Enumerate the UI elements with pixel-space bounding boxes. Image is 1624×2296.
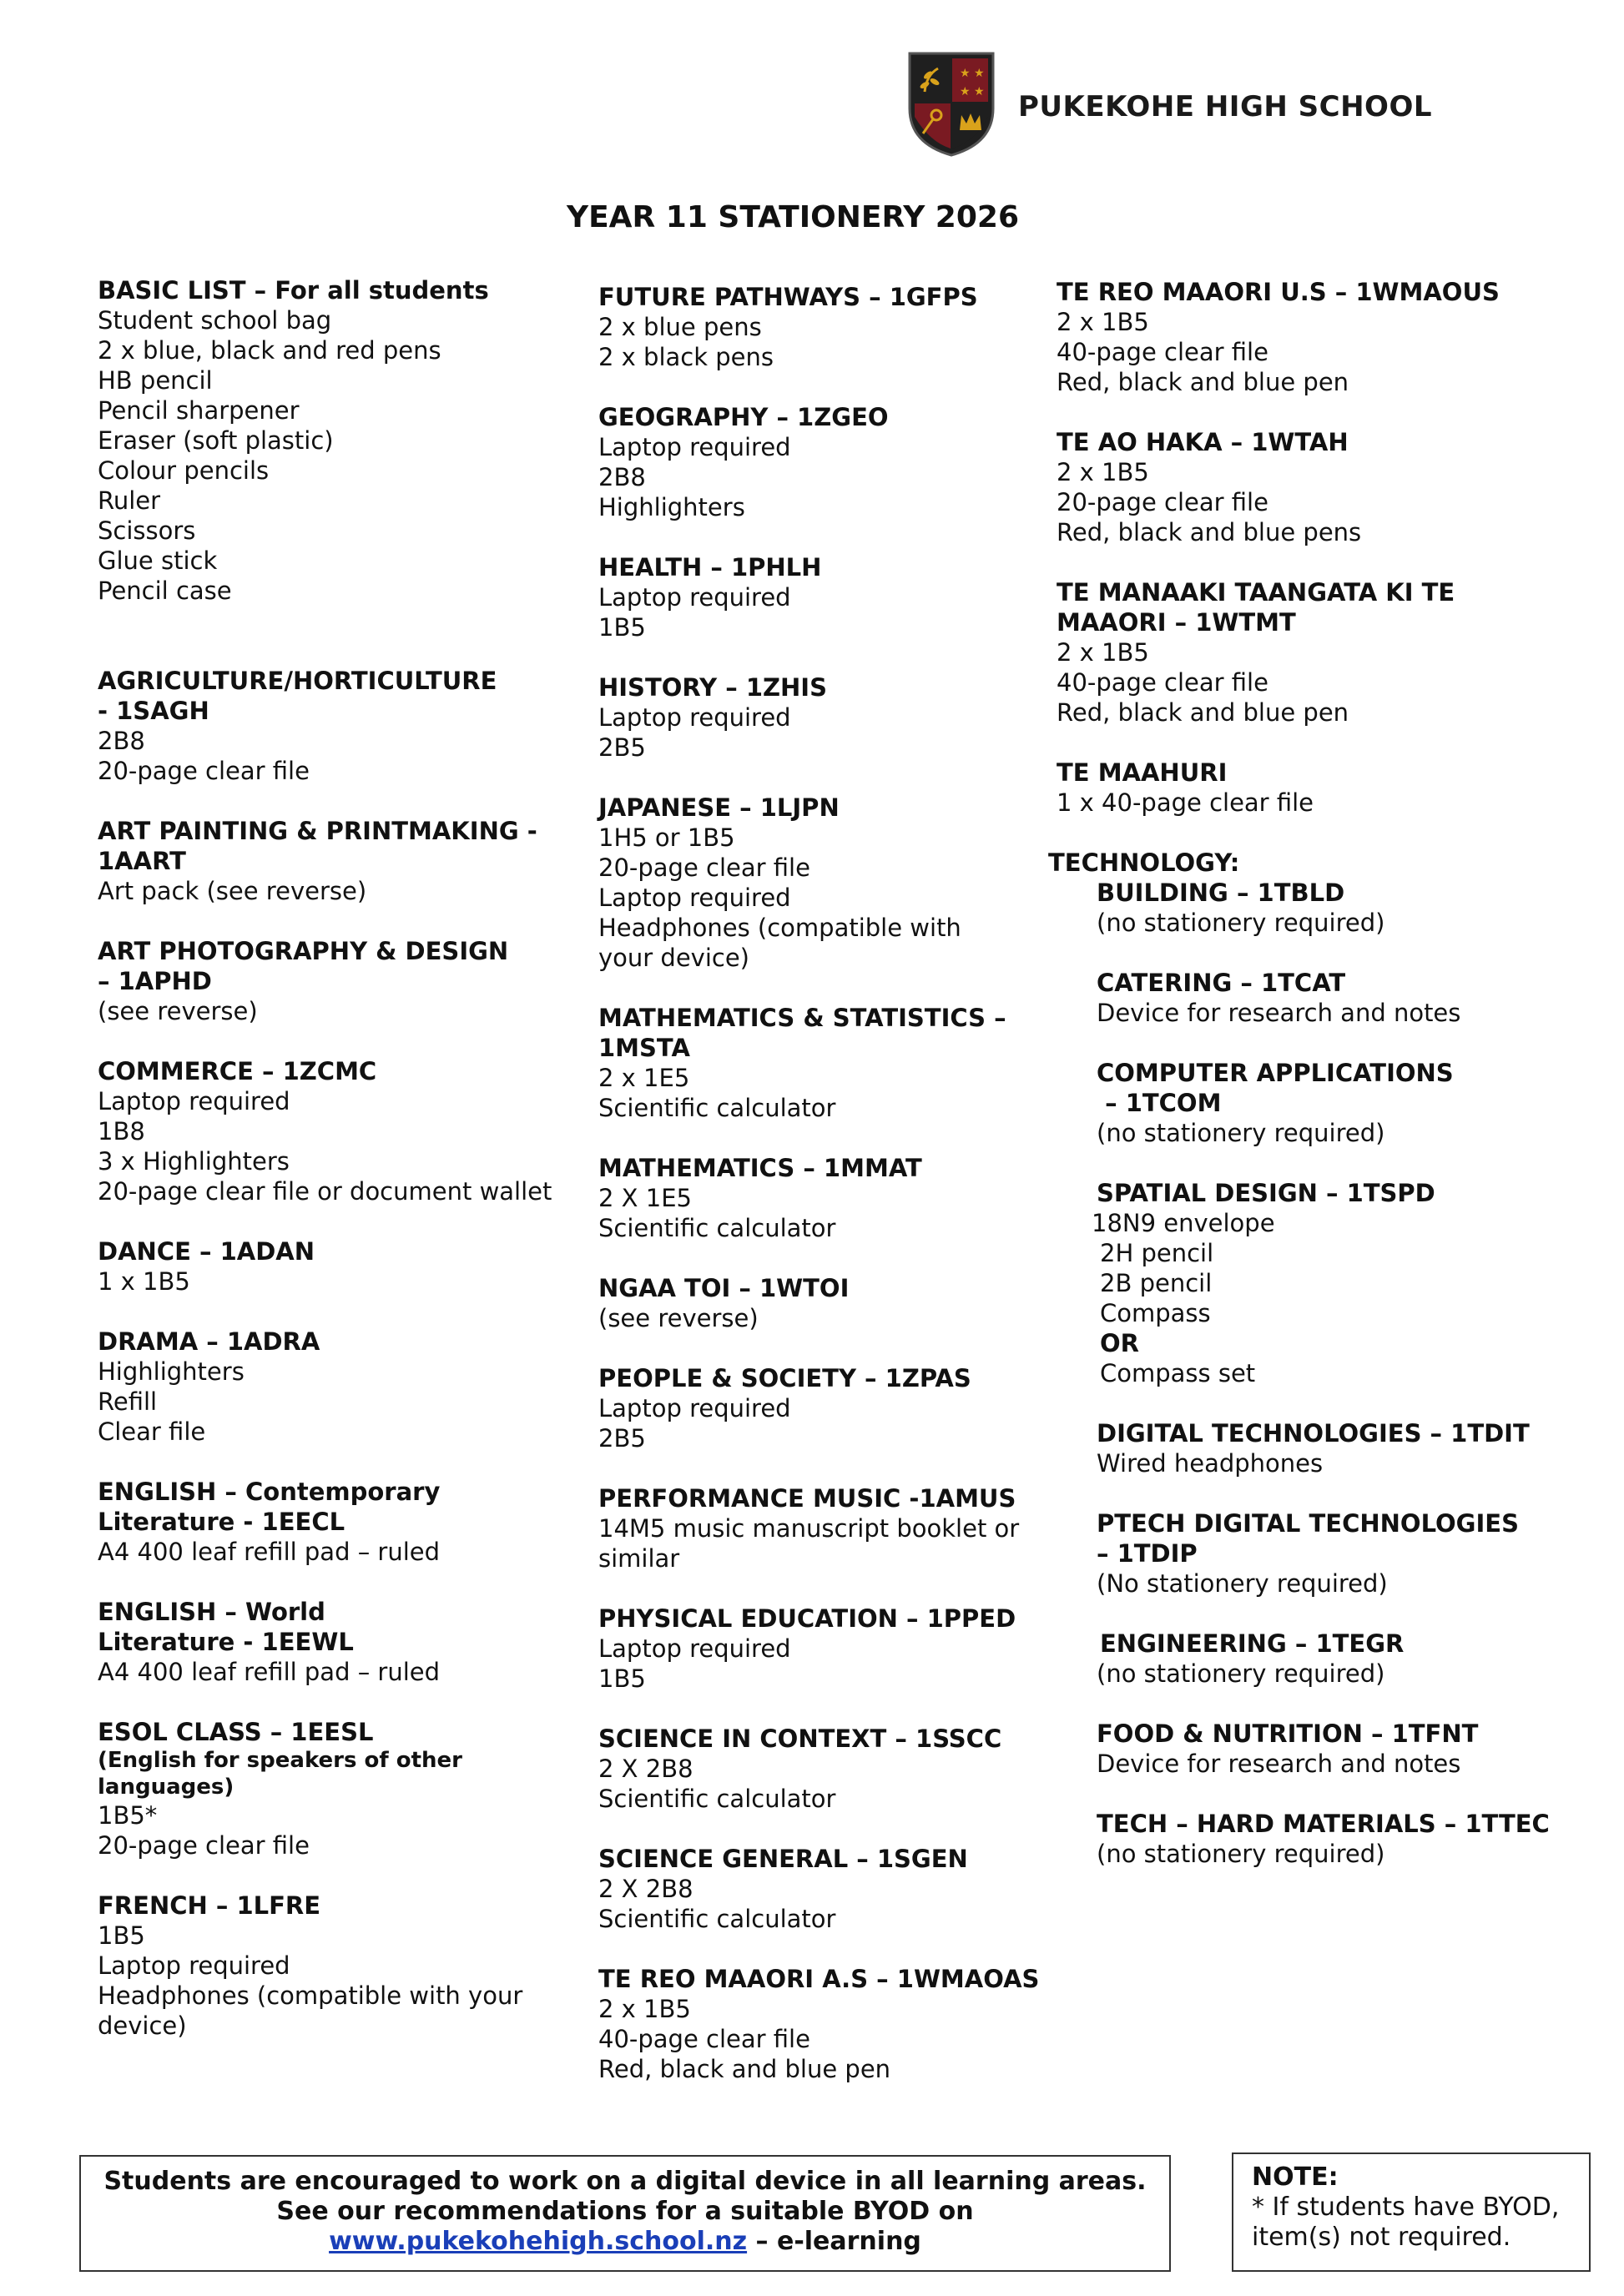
list-item: A4 400 leaf refill pad – ruled (98, 1658, 441, 1686)
list-item: 2B8 (598, 463, 646, 491)
list-item: (no stationery required) (1097, 1840, 1385, 1868)
school-website-link[interactable]: www.pukekohehigh.school.nz (329, 2227, 748, 2256)
list-item: Ruler (98, 486, 161, 515)
section-ptech (1097, 1508, 1591, 1599)
section-hard-materials (1097, 1809, 1591, 1869)
page-title: YEAR 11 STATIONERY 2026 (567, 200, 1019, 234)
list-item: Colour pencils (98, 456, 270, 485)
section-heading: SCIENCE IN CONTEXT – 1SSCC (598, 1725, 1002, 1753)
section-subheading: (English for speakers of other (98, 1748, 462, 1773)
list-item: Red, black and blue pen (598, 2055, 891, 2083)
note-title: NOTE: (1252, 2163, 1339, 2192)
column-3 (1048, 277, 1591, 1899)
section-heading: TECH – HARD MATERIALS – 1TTEC (1097, 1810, 1550, 1838)
list-item: 2 X 2B8 (598, 1875, 693, 1903)
section-physical-education (598, 1604, 1049, 1694)
section-maths-stats (598, 1003, 1049, 1123)
list-item: Scientific calculator (598, 1785, 836, 1813)
note-line: item(s) not required. (1252, 2223, 1511, 2252)
section-heading: DIGITAL TECHNOLOGIES – 1TDIT (1097, 1419, 1530, 1448)
list-item: (no stationery required) (1097, 909, 1385, 937)
section-heading: PTECH DIGITAL TECHNOLOGIES (1097, 1509, 1519, 1538)
section-heading: BUILDING – 1TBLD (1097, 879, 1345, 907)
list-item: Scissors (98, 516, 196, 545)
section-food-nutrition (1097, 1719, 1591, 1779)
list-item: 2B pencil (1100, 1269, 1213, 1297)
section-agriculture (98, 666, 573, 786)
list-item: 2 x 1B5 (1057, 458, 1149, 486)
section-future-pathways (598, 282, 1049, 372)
list-item: 2B8 (98, 727, 145, 755)
section-heading: BASIC LIST – For all students (98, 276, 489, 305)
section-english-contemporary (98, 1477, 573, 1567)
section-heading: FRENCH – 1LFRE (98, 1891, 321, 1920)
list-item: 20-page clear file or document wallet (98, 1177, 552, 1206)
section-heading: DRAMA – 1ADRA (98, 1327, 320, 1356)
section-heading-code: MAAORI – 1WTMT (1057, 608, 1296, 637)
section-computer-applications (1097, 1058, 1591, 1148)
note-line: * If students have BYOD, (1252, 2193, 1560, 2222)
school-name: PUKEKOHE HIGH SCHOOL (1018, 90, 1433, 123)
section-te-ao-haka (1057, 427, 1591, 547)
list-item: Headphones (compatible with your (98, 1981, 523, 2010)
section-performance-music (598, 1483, 1049, 1573)
list-item: 1B8 (98, 1117, 145, 1145)
list-item: device) (98, 2012, 187, 2040)
list-item: Art pack (see reverse) (98, 877, 367, 905)
or-label: OR (1100, 1329, 1139, 1357)
section-te-reo-as (598, 1964, 1049, 2084)
list-item: 2 x 1B5 (1057, 638, 1149, 667)
list-item: Highlighters (598, 493, 745, 521)
section-spatial-design (1092, 1178, 1591, 1388)
section-esol (98, 1717, 573, 1860)
section-heading: FUTURE PATHWAYS – 1GFPS (598, 283, 978, 311)
list-item: Red, black and blue pen (1057, 698, 1349, 727)
list-item: Clear file (98, 1417, 206, 1446)
list-item: 1B5* (98, 1801, 158, 1830)
list-item: Pencil sharpener (98, 396, 300, 425)
list-item: Eraser (soft plastic) (98, 426, 334, 455)
list-item: 1H5 or 1B5 (598, 823, 735, 852)
list-item: 20-page clear file (1057, 488, 1268, 516)
list-item: 2 x 1E5 (598, 1064, 690, 1092)
section-heading: TE MAAHURI (1057, 758, 1228, 787)
byod-info-box (79, 2155, 1171, 2272)
section-science-general (598, 1844, 1049, 1934)
list-item: Compass (1100, 1299, 1211, 1327)
section-heading: HISTORY – 1ZHIS (598, 673, 827, 702)
list-item: Laptop required (598, 583, 791, 612)
list-item: Refill (98, 1387, 158, 1416)
column-1 (98, 275, 573, 2071)
school-crest-logo (906, 50, 996, 159)
section-building (1097, 878, 1591, 938)
section-heading: FOOD & NUTRITION – 1TFNT (1097, 1719, 1479, 1748)
section-heading: CATERING – 1TCAT (1097, 969, 1346, 997)
section-heading: ESOL CLASS – 1EESL (98, 1718, 374, 1746)
list-item: Laptop required (598, 884, 791, 912)
section-geography (598, 402, 1049, 522)
section-heading-code: 1AART (98, 847, 186, 875)
list-item: Wired headphones (1097, 1449, 1324, 1478)
list-item: 18N9 envelope (1092, 1209, 1275, 1237)
list-item: Pencil case (98, 577, 232, 605)
section-heading: ART PHOTOGRAPHY & DESIGN (98, 937, 509, 965)
section-heading: JAPANESE – 1LJPN (598, 793, 840, 822)
list-item: 2B5 (598, 1424, 646, 1453)
list-item: A4 400 leaf refill pad – ruled (98, 1538, 441, 1566)
section-ngaa-toi (598, 1273, 1049, 1333)
section-heading: ART PAINTING & PRINTMAKING - (98, 817, 537, 845)
section-health (598, 552, 1049, 642)
list-item: 40-page clear file (598, 2025, 810, 2053)
section-te-reo-us (1057, 277, 1591, 397)
list-item: (No stationery required) (1097, 1569, 1388, 1598)
list-item: Device for research and notes (1097, 999, 1461, 1027)
section-french (98, 1891, 573, 2041)
list-item: similar (598, 1544, 680, 1573)
list-item: 2 x 1B5 (1057, 308, 1149, 336)
list-item: 40-page clear file (1057, 338, 1268, 366)
section-heading-code: – 1TCOM (1097, 1089, 1222, 1117)
section-english-world (98, 1597, 573, 1687)
list-item: 14M5 music manuscript booklet or (598, 1514, 1020, 1543)
list-item: (see reverse) (98, 997, 258, 1025)
list-item: (no stationery required) (1097, 1659, 1385, 1688)
list-item: HB pencil (98, 366, 213, 395)
section-history (598, 672, 1049, 763)
section-heading-code: – 1TDIP (1097, 1539, 1198, 1568)
section-basic-list (98, 275, 573, 606)
section-science-context (598, 1724, 1049, 1814)
section-engineering (1097, 1629, 1591, 1689)
section-heading: COMMERCE – 1ZCMC (98, 1057, 377, 1085)
section-drama (98, 1327, 573, 1447)
link-suffix: – e-learning (747, 2227, 921, 2256)
crest-icon (906, 50, 996, 159)
section-heading-code: Literature - 1EECL (98, 1508, 345, 1536)
section-heading: ENGINEERING – 1TEGR (1100, 1629, 1405, 1658)
section-heading: HEALTH – 1PHLH (598, 553, 822, 582)
section-heading-code: Literature - 1EEWL (98, 1628, 354, 1656)
list-item: 20-page clear file (598, 853, 810, 882)
list-item: 1B5 (98, 1921, 145, 1950)
list-item: Laptop required (598, 433, 791, 461)
section-dance (98, 1236, 573, 1297)
footer-link-line (81, 2227, 1169, 2257)
section-heading: ENGLISH – World (98, 1598, 325, 1626)
list-item: Scientific calculator (598, 1905, 836, 1933)
list-item: 2 X 1E5 (598, 1184, 692, 1212)
section-heading-code: 1MSTA (598, 1034, 690, 1062)
list-item: Compass set (1100, 1359, 1256, 1387)
section-heading: TE MANAAKI TAANGATA KI TE (1057, 578, 1455, 607)
section-heading: PEOPLE & SOCIETY – 1ZPAS (598, 1364, 971, 1392)
footer-line: Students are encouraged to work on a digital device in all learning areas. (103, 2167, 1147, 2196)
list-item: 1 x 1B5 (98, 1267, 190, 1296)
section-commerce (98, 1056, 573, 1206)
list-item: Scientific calculator (598, 1214, 836, 1242)
section-catering (1097, 968, 1591, 1028)
section-subheading: languages) (98, 1775, 235, 1800)
section-digital-technologies (1097, 1418, 1591, 1478)
svg-text:★ ★: ★ ★ (960, 85, 985, 98)
section-heading: DANCE – 1ADAN (98, 1237, 315, 1266)
footer-line: See our recommendations for a suitable BYOD on (276, 2197, 974, 2226)
list-item: 1B5 (598, 613, 646, 642)
list-item: Laptop required (98, 1087, 290, 1115)
list-item: Scientific calculator (598, 1094, 836, 1122)
section-heading: ENGLISH – Contemporary (98, 1478, 441, 1506)
section-art-painting (98, 816, 573, 906)
list-item: Glue stick (98, 546, 218, 575)
section-heading-code: - 1SAGH (98, 697, 209, 725)
list-item: (no stationery required) (1097, 1119, 1385, 1147)
section-heading: MATHEMATICS – 1MMAT (598, 1154, 922, 1182)
section-heading: AGRICULTURE/HORTICULTURE (98, 667, 497, 695)
list-item: 2 x blue, black and red pens (98, 336, 441, 365)
list-item: Laptop required (98, 1951, 290, 1980)
list-item: (see reverse) (598, 1304, 759, 1332)
list-item: Device for research and notes (1097, 1750, 1461, 1778)
list-item: 20-page clear file (98, 757, 310, 785)
section-heading: TE AO HAKA – 1WTAH (1057, 428, 1349, 456)
section-te-manaaki (1057, 577, 1591, 728)
list-item: Laptop required (598, 1634, 791, 1663)
list-item: 1 x 40-page clear file (1057, 788, 1314, 817)
list-item: 40-page clear file (1057, 668, 1268, 697)
list-item: Red, black and blue pen (1057, 368, 1349, 396)
section-heading-code: – 1APHD (98, 967, 212, 995)
list-item: 1B5 (598, 1664, 646, 1693)
section-heading: SCIENCE GENERAL – 1SGEN (598, 1845, 968, 1873)
list-item: Student school bag (98, 306, 332, 335)
note-box (1232, 2152, 1591, 2272)
list-item: Red, black and blue pens (1057, 518, 1362, 546)
list-item: 2H pencil (1100, 1239, 1214, 1267)
section-heading: COMPUTER APPLICATIONS (1097, 1059, 1454, 1087)
section-people-society (598, 1363, 1049, 1453)
list-item: Headphones (compatible with (598, 914, 961, 942)
section-heading: TE REO MAAORI A.S – 1WMAOAS (598, 1965, 1040, 1993)
section-japanese (598, 793, 1049, 973)
section-art-photography (98, 936, 573, 1026)
list-item: Highlighters (98, 1357, 245, 1386)
section-heading: PHYSICAL EDUCATION – 1PPED (598, 1604, 1016, 1633)
list-item: 2 x black pens (598, 343, 774, 371)
list-item: 20-page clear file (98, 1831, 310, 1860)
section-heading: MATHEMATICS & STATISTICS – (598, 1004, 1006, 1032)
list-item: 2B5 (598, 733, 646, 762)
list-item: 2 x blue pens (598, 313, 762, 341)
section-maths (598, 1153, 1049, 1243)
list-item: Laptop required (598, 703, 791, 732)
section-heading: PERFORMANCE MUSIC -1AMUS (598, 1484, 1016, 1513)
section-heading: TE REO MAAORI U.S – 1WMAOUS (1057, 278, 1500, 306)
list-item: your device) (598, 944, 749, 972)
column-2 (598, 282, 1049, 2114)
section-heading: GEOGRAPHY – 1ZGEO (598, 403, 889, 431)
section-heading: NGAA TOI – 1WTOI (598, 1274, 850, 1302)
list-item: 2 x 1B5 (598, 1995, 691, 2023)
technology-heading: TECHNOLOGY: (1048, 848, 1240, 877)
svg-text:★ ★: ★ ★ (960, 67, 985, 80)
list-item: Laptop required (598, 1394, 791, 1422)
section-te-maahuri (1057, 758, 1591, 818)
section-heading: SPATIAL DESIGN – 1TSPD (1097, 1179, 1435, 1207)
list-item: 3 x Highlighters (98, 1147, 290, 1176)
list-item: 2 X 2B8 (598, 1755, 693, 1783)
